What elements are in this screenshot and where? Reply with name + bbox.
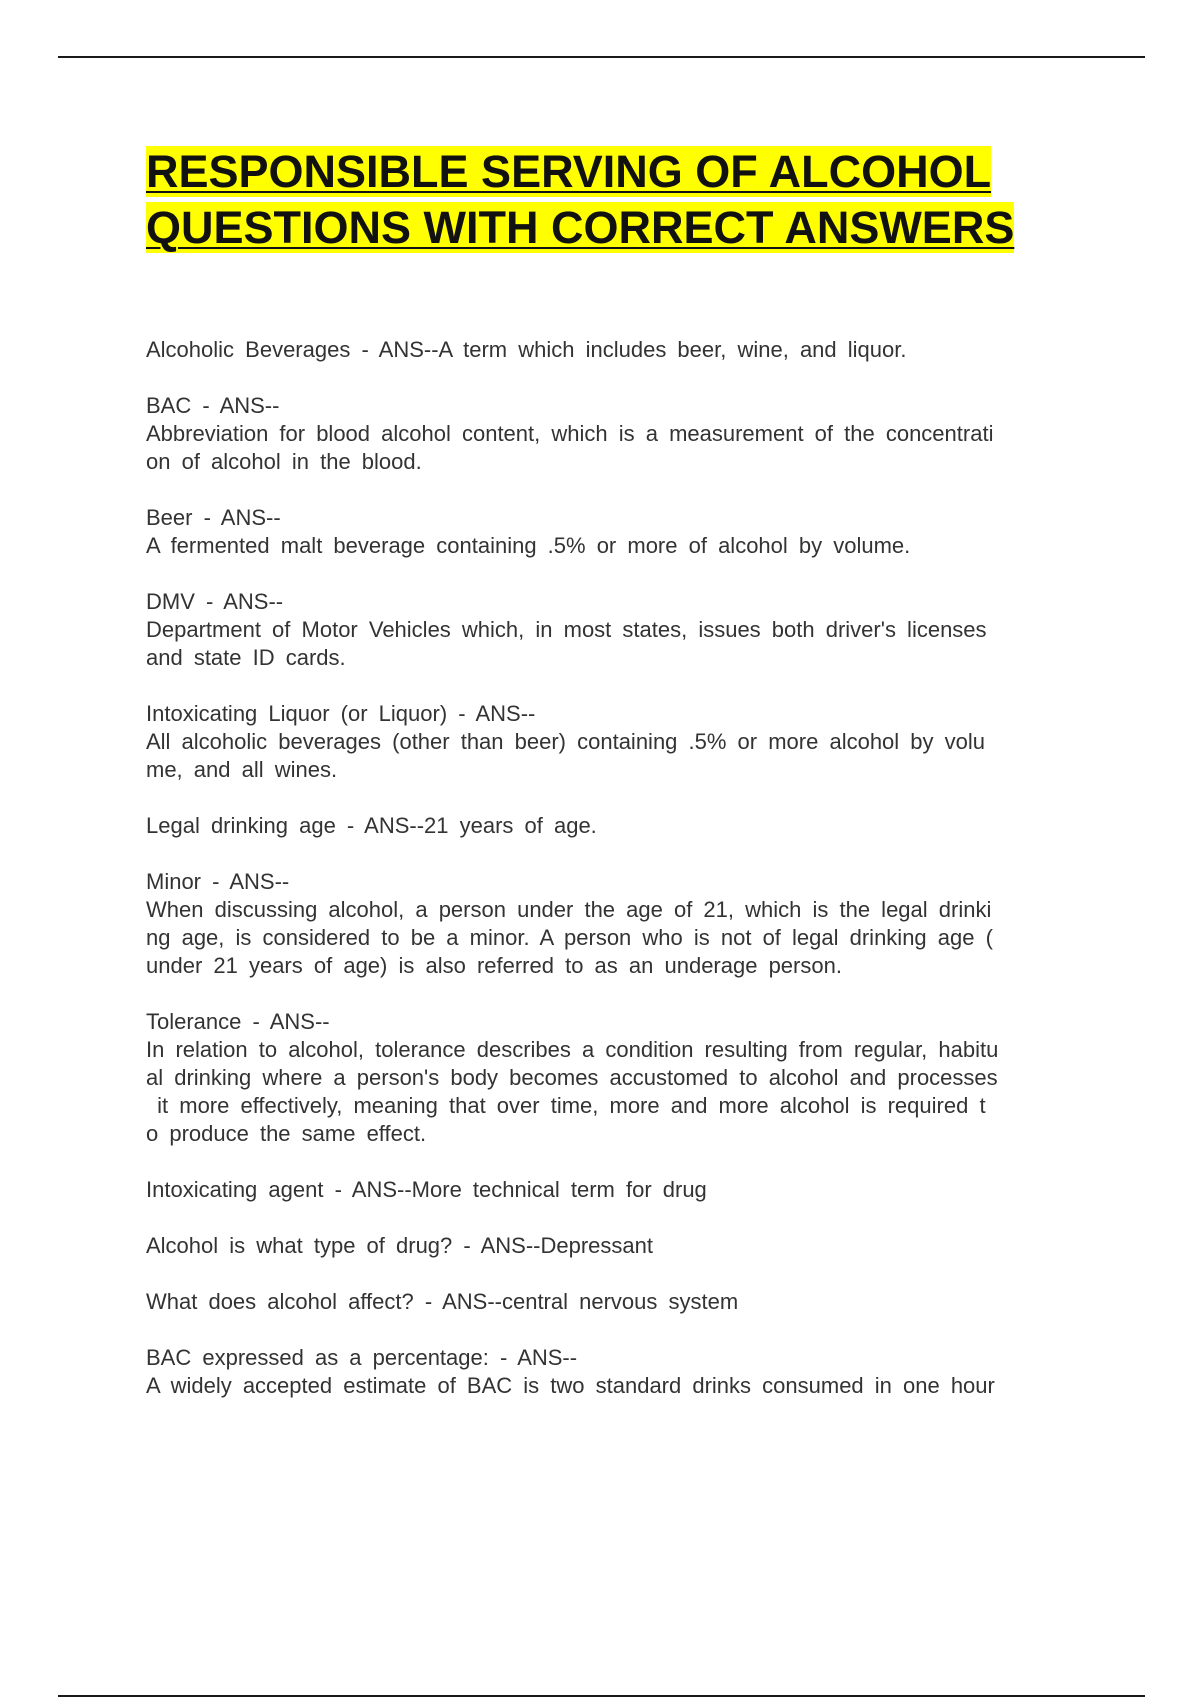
qa-item-alcoholic-beverages — [146, 336, 1086, 364]
qa-term: Alcohol is what type of drug? - ANS--Depressant — [146, 1233, 654, 1258]
qa-item-drug-type — [146, 1232, 1086, 1260]
qa-list — [146, 336, 1086, 1428]
qa-item-alcohol-affect — [146, 1288, 1086, 1316]
page-title — [146, 144, 1106, 256]
qa-term: Beer - ANS-- — [146, 505, 281, 530]
qa-term: Legal drinking age - ANS--21 years of age. — [146, 813, 597, 838]
qa-answer: All alcoholic beverages (other than beer) containing .5% or more alcohol by volu me, and all wines. — [146, 729, 985, 782]
qa-answer: A widely accepted estimate of BAC is two standard drinks consumed in one hour — [146, 1373, 995, 1398]
qa-term: Intoxicating agent - ANS--More technical term for drug — [146, 1177, 707, 1202]
bottom-rule — [58, 1695, 1145, 1697]
qa-answer: In relation to alcohol, tolerance describes a condition resulting from regular, habitu al drinking where a person's body becomes accustomed to alcohol and processes it more effectively, meaning that over time, more and more alcohol is required t o produce the same effect. — [146, 1037, 999, 1146]
qa-term: Alcoholic Beverages - ANS--A term which includes beer, wine, and liquor. — [146, 337, 907, 362]
qa-item-intoxicating-agent — [146, 1176, 1086, 1204]
qa-answer: A fermented malt beverage containing .5% or more of alcohol by volume. — [146, 533, 911, 558]
qa-item-legal-drinking-age — [146, 812, 1086, 840]
qa-item-bac-percentage — [146, 1344, 1086, 1400]
qa-term: DMV - ANS-- — [146, 589, 284, 614]
qa-item-tolerance — [146, 1008, 1086, 1148]
qa-answer: When discussing alcohol, a person under the age of 21, which is the legal drinki ng age, is considered to be a minor. A person who is not of legal drinking age ( under 21 years of age) is also referred to as an underage person. — [146, 897, 993, 978]
title-line-1: RESPONSIBLE SERVING OF ALCOHOL — [146, 146, 992, 197]
qa-term: Intoxicating Liquor (or Liquor) - ANS-- — [146, 701, 536, 726]
qa-term: BAC - ANS-- — [146, 393, 280, 418]
title-line-2: QUESTIONS WITH CORRECT ANSWERS — [146, 202, 1015, 253]
qa-term: Minor - ANS-- — [146, 869, 290, 894]
qa-item-beer — [146, 504, 1086, 560]
qa-term: Tolerance - ANS-- — [146, 1009, 330, 1034]
qa-term: What does alcohol affect? - ANS--central nervous system — [146, 1289, 739, 1314]
qa-term: BAC expressed as a percentage: - ANS-- — [146, 1345, 578, 1370]
top-rule — [58, 56, 1145, 58]
qa-item-minor — [146, 868, 1086, 980]
qa-item-dmv — [146, 588, 1086, 672]
qa-item-intoxicating-liquor — [146, 700, 1086, 784]
qa-answer: Department of Motor Vehicles which, in most states, issues both driver's licenses and state ID cards. — [146, 617, 987, 670]
qa-answer: Abbreviation for blood alcohol content, which is a measurement of the concentrati on of alcohol in the blood. — [146, 421, 994, 474]
qa-item-bac — [146, 392, 1086, 476]
